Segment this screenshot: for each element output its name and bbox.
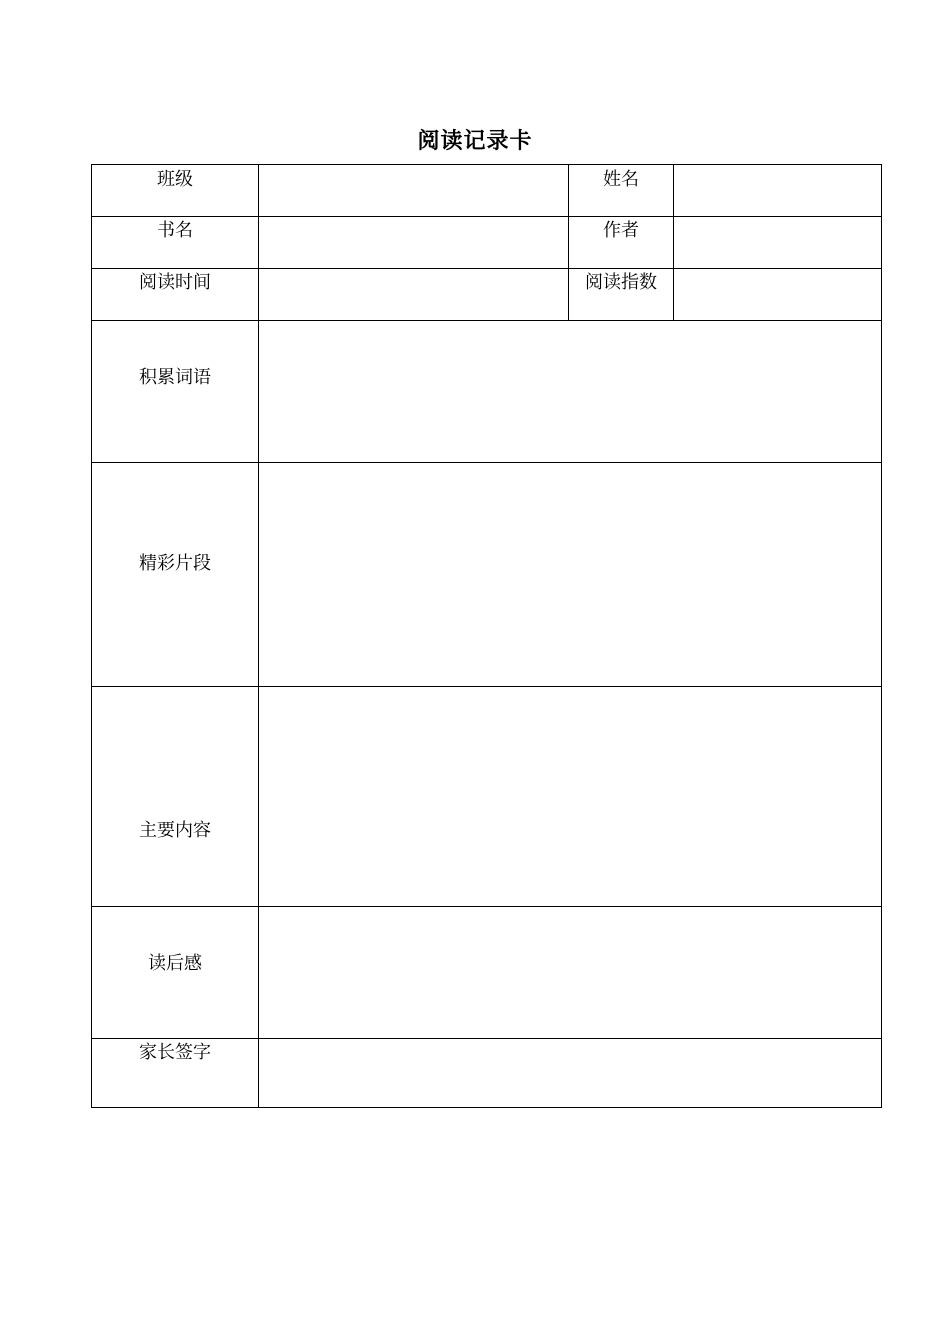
excerpt-label: 精彩片段 bbox=[139, 553, 211, 574]
class-field[interactable] bbox=[259, 165, 568, 216]
book-title-field[interactable] bbox=[259, 217, 568, 268]
vocabulary-field[interactable] bbox=[259, 321, 881, 462]
reflection-field[interactable] bbox=[259, 907, 881, 1038]
reading-index-field[interactable] bbox=[674, 269, 881, 320]
summary-label: 主要内容 bbox=[139, 820, 211, 841]
reflection-label: 读后感 bbox=[148, 953, 202, 974]
reading-time-field[interactable] bbox=[259, 269, 568, 320]
author-label: 作者 bbox=[603, 220, 639, 241]
class-label: 班级 bbox=[157, 169, 193, 190]
reading-index-label: 阅读指数 bbox=[585, 272, 657, 293]
reading-time-label: 阅读时间 bbox=[139, 272, 211, 293]
author-field[interactable] bbox=[674, 217, 881, 268]
book-title-label: 书名 bbox=[157, 220, 193, 241]
name-field[interactable] bbox=[674, 165, 881, 216]
page-title: 阅读记录卡 bbox=[417, 128, 533, 154]
reading-record-table bbox=[91, 164, 882, 1108]
excerpt-field[interactable] bbox=[259, 463, 881, 686]
parent-signature-label: 家长签字 bbox=[139, 1042, 211, 1063]
name-label: 姓名 bbox=[603, 169, 639, 190]
vocabulary-label: 积累词语 bbox=[139, 367, 211, 388]
summary-field[interactable] bbox=[259, 687, 881, 906]
parent-signature-field[interactable] bbox=[259, 1039, 881, 1107]
